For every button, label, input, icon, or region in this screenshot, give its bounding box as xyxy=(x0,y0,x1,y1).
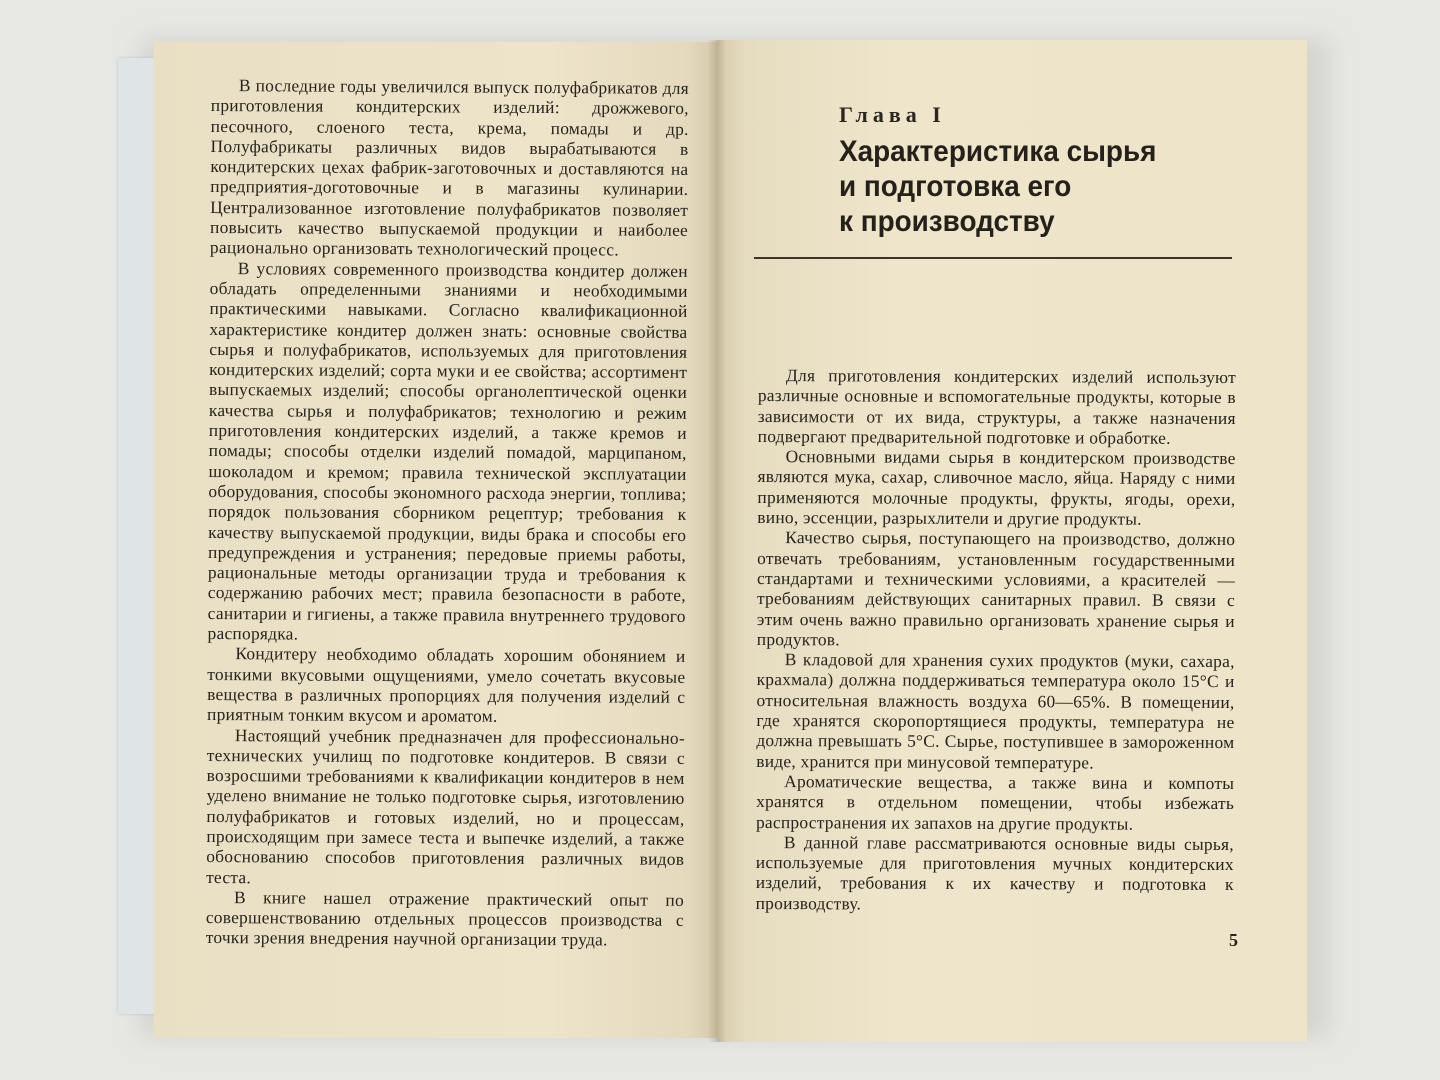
left-paragraph-1: В последние годы увеличился выпуск полуфабрикатов для приготовления кондитерских изделий: дрожжевого, песочного, слоеного теста, крема, помады и др. Полуфабрикаты различных видов вырабатываются в кондитерских цехах фабрик-заготовочных и доставляются на предприятия-доготовочные и в магазины кулинарии. Централизованное изготовление полуфабрикатов позволяет повысить качество выпускаемой продукции и наиболее рационально организовать технологический процесс. xyxy=(209,75,689,260)
left-page xyxy=(154,42,717,1038)
chapter-divider xyxy=(754,257,1232,259)
right-paragraph-6: В данной главе рассматриваются основные виды сырья, используемые для приготовления мучных кондитерских изделий, требования к их качеству и подготовка к производству. xyxy=(755,831,1234,914)
chapter-title xyxy=(839,134,1211,239)
chapter-label: Глава I xyxy=(839,102,946,127)
left-paragraph-5: В книге нашел отражение практический опыт по совершенствованию отдельных процессов производства с точки зрения внедрения научной организации труда. xyxy=(205,887,685,950)
right-page xyxy=(717,40,1307,1042)
left-page-text xyxy=(206,75,689,951)
right-paragraph-1: Для приготовления кондитерских изделий используют различные основные и вспомогательные продукты, которые в зависимости от их вида, структуры, а также назначения подвергают предварительной подготовке и обработке. xyxy=(757,365,1236,448)
right-page-text xyxy=(756,365,1236,915)
right-paragraph-4: В кладовой для хранения сухих продуктов (муки, сахара, крахмала) должна поддерживаться температура около 15°С и относительная влажность воздуха 60—65%. В помещении, где хранятся скоропортящиеся продукты, температура не должна превышать 5°С. Сырье, поступившее в замороженном виде, хранится при минусовой температуре. xyxy=(756,649,1235,773)
book-cover-edge xyxy=(118,58,154,1014)
chapter-title-line-3: к производству xyxy=(839,205,1055,238)
page-number: 5 xyxy=(1229,930,1238,950)
left-paragraph-4: Настоящий учебник предназначен для профессионально-технических училищ по подготовке кондитеров. В связи с возросшими требованиями к квалификации кондитеров в нем уделено внимание не только подготовке сырья, изготовлению полуфабрикатов и готовых изделий, но и процессам, происходящим при замесе теста и выпечке изделий, а также обоснованию способов приготовления различных видов теста. xyxy=(206,724,686,887)
chapter-title-line-1: Характеристика сырья xyxy=(839,135,1157,168)
right-paragraph-2: Основными видами сырья в кондитерском производстве являются мука, сахар, сливочное масло, яйца. Наряду с ними применяются молочные продукты, фрукты, ягоды, орехи, вино, эссенции, разрыхлители и другие продукты. xyxy=(757,446,1236,529)
left-paragraph-3: Кондитеру необходимо обладать хорошим обонянием и тонкими вкусовыми ощущениями, умело сочетать вкусовые вещества в различных пропорциях для получения изделий с приятным тонким вкусом и ароматом. xyxy=(207,643,686,726)
right-paragraph-5: Ароматические вещества, а также вина и компоты хранятся в отдельном помещении, чтобы избежать распространения их запахов на другие продукты. xyxy=(755,771,1235,834)
chapter-title-line-2: и подготовка его xyxy=(839,170,1072,203)
right-paragraph-3: Качество сырья, поступающего на производство, должно отвечать требованиям, установленным государственными стандартами и техническими условиями, а красителей — требованиям действующих санитарных правил. В связи с этим очень важно правильно организовать хранение сырья и продуктов. xyxy=(756,527,1236,650)
book-gutter xyxy=(708,40,726,1042)
left-paragraph-2: В условиях современного производства кондитер должен обладать определенными знаниями и необходимыми практическими навыками. Согласно квалификационной характеристике кондитер должен знать: основные свойства сырья и полуфабрикатов, используемых для приготовления кондитерских изделий; сорта муки и ее свойства; ассортимент выпускаемых изделий; способы органолептической оценки качества сырья и полуфабрикатов; технологию и режим приготовления кондитерских изделий, а также кремов и помады; способы отделки изделий помадой, марципаном, шоколадом и кремом; правила технической эксплуатации оборудования, способы экономного расхода энергии, топлива; порядок пользования сборником рецептур; требования к качеству выпускаемой продукции, виды брака и способы его предупреждения и устранения; передовые приемы работы, рациональные методы организации труда и требования к содержанию рабочих мест; правила безопасности в работе, санитарии и гигиены, а также правила внутреннего трудового распорядка. xyxy=(207,257,688,644)
